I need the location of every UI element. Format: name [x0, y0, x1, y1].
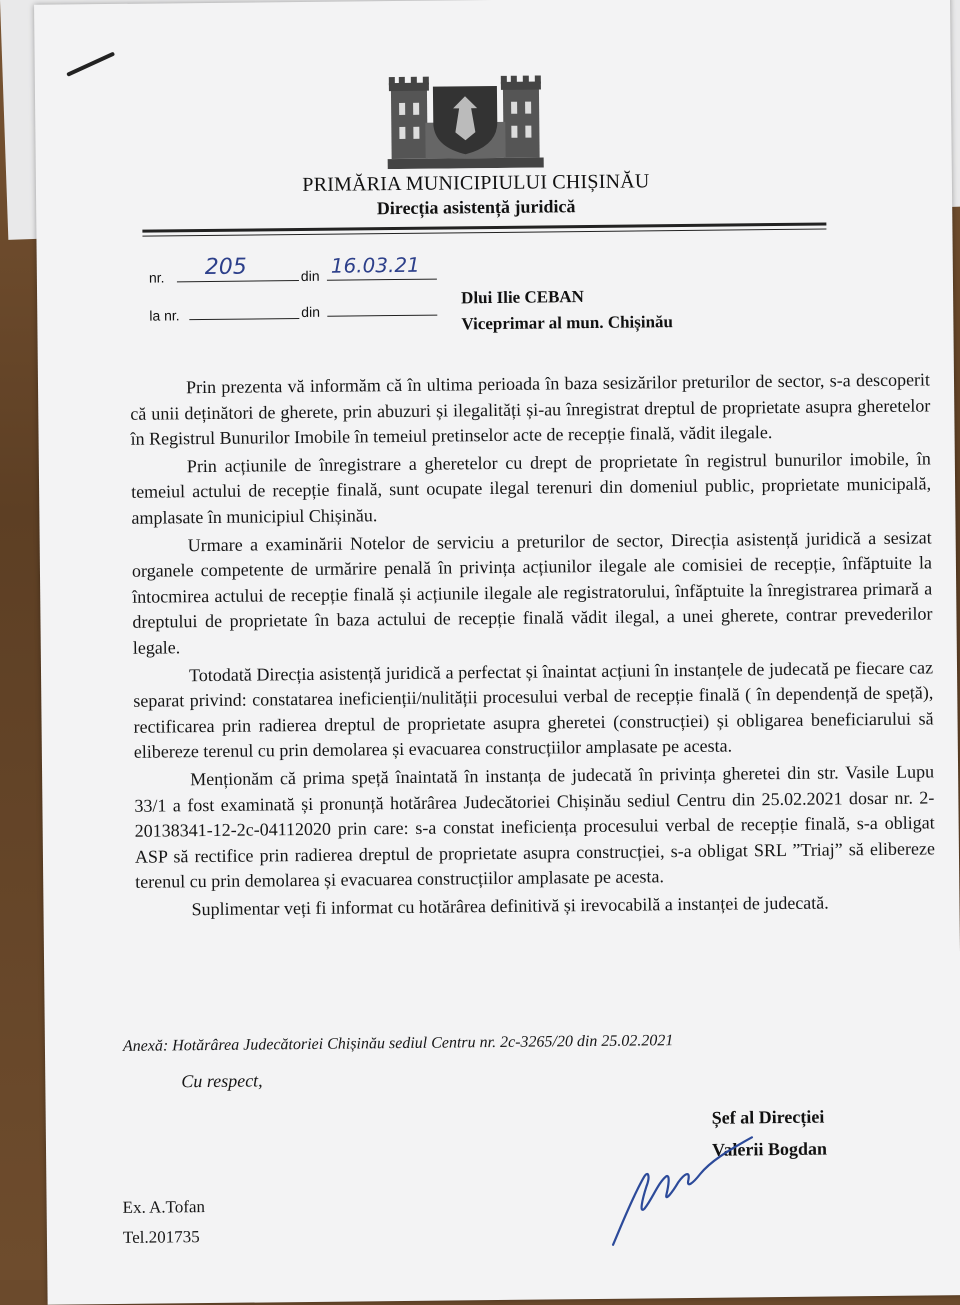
annex-note: Anexă: Hotărârea Judecătoriei Chișinău sediul Centru nr. 2c-3265/20 din 25.02.2021 — [122, 1032, 674, 1055]
department-name: Direcția asistență juridică — [376, 196, 576, 219]
executor-phone: Tel.201735 — [122, 1227, 200, 1247]
paragraph-4: Totodată Direcția asistență juridică a perfectat și înaintat acțiuni în instanțele de judecată pe fiecare caz separat privind: constatarea ineficienții/nulității procesului verbal de recepție finală ( în dependență de speță), rectificarea prin radierea dreptul de proprietate asupra gheretei (construcției) și obligarea beneficiarului să elibereze terenul cu prin demolarea și evacuarea construcțiilor amplasate pe acesta. — [133, 656, 934, 763]
addressee-name: Dlui Ilie CEBAN — [461, 287, 585, 308]
paragraph-1: Prin prezenta vă informăm că în ultima perioada în baza sesizărilor preturilor de sector, s-a descoperit că unii deținători de gherete, prin abuzuri și ilegalități și-au înregistrat dreptul de proprietate asupra gheretelor în Registrul Bunurilor Imobile în temeiul pretinselor acte de recepție finală, vădit ilegale. — [130, 369, 931, 449]
la-din-label: din — [301, 303, 321, 321]
letter-body — [130, 367, 936, 925]
institution-name: PRIMĂRIA MUNICIPIULUI CHIȘINĂU — [302, 170, 650, 196]
la-nr-line — [189, 300, 299, 320]
chisinau-coat-of-arms-icon — [385, 73, 546, 169]
executor-name: Ex. A.Tofan — [122, 1197, 206, 1217]
din-label: din — [300, 267, 320, 285]
la-din-line — [327, 297, 437, 317]
paragraph-2: Prin acțiunile de înregistrare a gheretelor cu drept de proprietate în registrul bunurilor imobile, în temeiul actului de recepție finală, sunt ocupate ilegal terenuri din domeniul public, proprietate municipală, amplasate în municipiul Chișinău. — [131, 448, 932, 528]
la-nr-label: la nr. — [149, 307, 180, 324]
nr-value: 205 — [204, 254, 247, 281]
letter-page — [34, 0, 960, 1305]
handwritten-signature — [586, 1115, 767, 1257]
din-value: 16.03.21 — [330, 252, 420, 278]
signatory-title: Șef al Direcției — [711, 1106, 825, 1128]
pen-mark — [66, 52, 115, 77]
paragraph-6: Suplimentar veți fi informat cu hotărârea definitivă și irevocabilă a instanței de judecată. — [191, 892, 829, 920]
addressee-title: Viceprimar al mun. Chișinău — [461, 312, 674, 334]
paragraph-5: Menționăm că prima speță înaintată în instanța de judecată în privința gheretei din str. Vasile Lupu 33/1 a fost examinată și pronunță hotărârea Judecătoriei Chișinău sediul Centru din 25.02.2021 dosar nr. 2-20138341-12-2c-04112020 prin care: s-a constat ineficiența procesului verbal de recepție finală, s-a obligat ASP să rectifice prin radierea dreptul de proprietate asupra construcției, s-a obligat SRL ”Triaj” să elibereze terenul cu prin demolarea și evacuarea construcțiilor amplasate pe acesta. — [134, 761, 936, 893]
nr-label: nr. — [148, 269, 165, 286]
closing-phrase: Cu respect, — [181, 1070, 263, 1092]
signatory-name: Valerii Bogdan — [711, 1138, 828, 1160]
paragraph-3: Urmare a examinării Notelor de serviciu a preturilor de sector, Direcția asistență juridică a sesizat organele competente de urmărire penală în privința acțiunilor ilegale ale comisiei de recepție, înfăptuite la întocmirea actului de recepție finală și acțiunile ilegale ale registratorului, înfăptuite la înregistrarea primară a dreptului de proprietate în baza actului de recepție finală vădit ilegal, a unei gherete, contrar prevederilor legale. — [131, 526, 933, 658]
